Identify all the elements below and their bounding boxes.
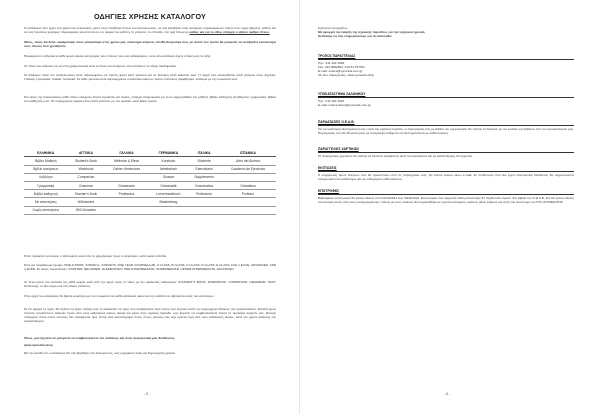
paragraph-4: Οι τίτλοι που ανήκουν σε έντυπη γραμματειακή είναι οι τίτλοι που ανήκουν στο επίπεδο ή σε τάξεις ακαδημαϊκές.: [24, 64, 178, 68]
section-line: E-mail: orders@symetria.com.gr: [318, 68, 363, 73]
table-row: [24, 157, 276, 165]
col-header: ΓΑΛΛΙΚΑ: [104, 150, 148, 157]
intro-line: θα θέλαμε να σας ενημερώσουμε για τα ακόλουθα:: [318, 34, 393, 38]
table-cell: Libro del Alumno: [220, 157, 276, 165]
table-row: [24, 181, 276, 189]
table-cell: Kursbuch: [149, 157, 188, 165]
section-heading: ΠΑΡΑΔΤΑΣΕΙΣ Ο.Ε.Α.Β.: [318, 120, 574, 126]
table-cell: Glossar: [149, 173, 188, 181]
col-header: ΙΤΑΛΙΚΑ: [188, 150, 220, 157]
section-text: Η ενημέρωση τιμών ελλήνων που θα προκύπτουν από τις παραγγελίες σας, θα γίνεται άμεσα μέσω e-mail. Σε περίπτωση που δεν έχετε ηλεκτρονική διεύθυνση θα ενημερώνεστε τηλεφωνικά από κατάστημα μας με ενδεχόμενη καθυστέρηση.: [318, 172, 574, 181]
table-cell: Companion: [68, 173, 105, 181]
table-cell: Student's Book: [68, 157, 105, 165]
table-header-row: [24, 150, 276, 157]
section-line: Fax: 212 0002694, 210 51 55 593: [318, 64, 365, 69]
col-header: ΓΕΡΜΑΝΙΚΑ: [149, 150, 188, 157]
table-cell: [220, 198, 276, 206]
paragraph-11: Σε ότι αφορά τις τιμές, θα πρέπει να έχετε υπόψη σας το ακόλουθο: Οι τιμές που αναφέρονται είναι αυτές που ισχύουν κατά την ημερομηνία έκδοσης του τιμοκαταλόγου. Επειδή όμως πάντοτε προκύπτουν αλλαγές τιμών από τους εκδοτικούς οίκους ακόμα και μέσα στην σχολική περίοδο, μην ξεχνάτε να συμβουλεύεστε πάντα το τιμολόγιο αγορών σας. Επίσης υπάρχουν τίτλοι στους οποίους δεν αναφέρεται τιμή. Αυτοί είναι κατανόγραμα τίτλοι, στους οποίους δεν είχε οριστεί τιμή από τους εκδοτικούς οίκους, κατά τον χρόνο έκδοσης του τιμοκαταλόγου.: [24, 307, 276, 323]
table-cell: Cuaderno de Ejercicios: [220, 165, 276, 173]
table-cell: Studente: [188, 157, 220, 165]
table-cell: Με απαντήσεις: [24, 198, 68, 206]
table-row: [24, 198, 276, 206]
table-cell: W/O Answers: [68, 206, 105, 214]
table-cell: [220, 206, 276, 214]
table-cell: Cahier d'exercices: [104, 165, 148, 173]
section-line: On line παραγγελίες: www.symetria.shop: [318, 72, 375, 77]
table-cell: Professore: [188, 190, 220, 198]
table-cell: Βιβλίο καθηγητή: [24, 190, 68, 198]
col-header: ΑΓΓΛΙΚΑ: [68, 150, 105, 157]
section-line: E-mail: orders.thess@symetria.com.gr: [318, 102, 371, 107]
section-heading: ΥΠΟΚΑΤΑΣΤΗΜΑ ΣΑΛΟΝΙΚΟΥ: [318, 92, 574, 98]
table-cell: Grammaire: [104, 181, 148, 189]
table-row: [24, 206, 276, 214]
section-stationery-orders: [318, 147, 574, 158]
section-discounts: [318, 166, 574, 181]
section-heading: ΤΡΟΠΟΣ ΠΑΡΑΓΓΕΛΙΑΣ: [318, 54, 574, 60]
table-cell: Eserciziario: [188, 165, 220, 173]
table-cell: [188, 206, 220, 214]
section-order-method: [318, 54, 574, 77]
table-cell: Arbeitsbuch: [149, 165, 188, 173]
paragraph-10: Στην αρχή του καταλόγου θα βρείτε ευρετήριο με την ονομασία του κάθε εκδοτικού οίκου και την σελίδα που βρίσκεται εντός του καταλόγου.: [24, 294, 215, 298]
section-oedb-orders: [318, 120, 574, 135]
table-cell: [220, 173, 276, 181]
col-header: ΕΛΛΗΝΙΚΑ: [24, 150, 68, 157]
intro-text-emphasis: καθώς και για το είδος υπάρχει ο αύξων αριθμό τίτλου.: [189, 30, 270, 34]
table-cell: Bearbeitung: [149, 198, 188, 206]
table-row: [24, 190, 276, 198]
table-cell: [188, 198, 220, 206]
table-cell: Βιβλίο ασκήσεων: [24, 165, 68, 173]
language-table: [24, 150, 276, 215]
table-cell: Méthode & Elève: [104, 157, 148, 165]
paragraph-13: Με την ελπίδα ότι ο κατάλογος θα σας βοηθήσει στη δουλειά σας, σας ευχόμαστε καλή και δημιουργική χρονιά.: [24, 351, 176, 355]
table-row: [24, 173, 276, 181]
table-cell: [104, 198, 148, 206]
section-line: Τηλ.: 211 104 1900: [318, 60, 345, 65]
table-cell: [104, 206, 148, 214]
right-intro: [318, 26, 574, 38]
page-number: - 5 -: [144, 392, 151, 396]
table-cell: Workbook: [68, 165, 105, 173]
table-cell: [104, 173, 148, 181]
table-cell: Γραμματική: [24, 181, 68, 189]
section-heading: ΠΑΡΑΓΓΕΛΙΕΣ ΧΑΡΤΙΚΩΝ: [318, 147, 574, 153]
intro-line: Με αφορμή την έναρξη της σχολικής περιόδου, για την τρέχουσα χρονιά,: [318, 30, 426, 34]
paragraph-3: Προκειμένου να βρίσκετε κάθε φορά εύκολα κατηγορίες τους τίτλους που σας ενδιαφέρουν, όσοι απο κατάλογο έχετε υπόψη σας τα εξής:: [24, 54, 212, 58]
section-text: Οι παραγγελίες χαρτικών θα πρέπει να δίνονται ανεξάρτητα κατά προτεραιότητα και με καθυστέρηση θα έρχονται.: [318, 153, 473, 158]
table-cell: Grammatica: [188, 181, 220, 189]
table-cell: Profesor: [220, 190, 276, 198]
paragraph-12: Τέλος, μην ξεχνάτε ότι μπορείτε να συμβουλεύεστε τον κατάλογο και στην ηλεκτρονική μας διεύθυνση:: [24, 336, 175, 340]
section-text: Για την καλύτερη εξυπηρέτησή σας, κατά την σχολική περίοδο, οι παραγγελίες σας με βιβλία του ημερολογίου θα πρέπει να δίνονται με τον κωδικό των βιβλίων αντί του τιμοκαταλόγου μας. Παραγγελίες που θα δίνονται μόνο με περιγραφή ενδέχεται να εξυπηρετούνται με καθυστέρηση.: [318, 126, 574, 135]
paragraph-8: Έτσι για παράδειγμα έχουμε: PRE-JUNIOR, JUNIOR A, JUNIOR B, ONE YEAR COURSE(A+B), A CLASS, B CLASS, C CLASS, D CLASS, E CLASS, FCE ή ECCE, ADVANCED, CPE ή ECPE. Σε άλλες περιπτώσεις: STARTER, BEGINNER, ELEMENTARY, PRE-INTERMEDIATE, INTERMEDIATE, UPPER-INTERMEDIATE, ADVANCED.: [24, 263, 276, 271]
table-cell: W/Answers: [68, 198, 105, 206]
table-cell: Gramática: [220, 181, 276, 189]
table-cell: Χωρίς απαντήσεις: [24, 206, 68, 214]
page-title: ΟΔΗΓΙΕΣ ΧΡΗΣΗΣ ΚΑΤΑΛΟΓΟΥ: [93, 12, 207, 21]
section-thessaloniki-branch: [318, 92, 574, 107]
greeting: Αγαπητοί συνεργάτες: [318, 26, 348, 30]
paragraph-6: Στο τέλος της παρουσίασης κάθε τίτλου, ελαφρώς έπειτα πρόκειται για σειρές, υπάρχει πληροφορία για τα σε αφορά βιβλίο του μαθητή, βιβλίο καθηγητή, βοηθήματα, γραμματική, βιβλίο του καθηγητή κ.λπ. Τα περιεχόμενα αφορά όπως κατά γλώσσα, με τον οικιλικό, κατά βάση τρόπο:: [24, 95, 276, 103]
table-cell: Teacher's Book: [68, 190, 105, 198]
intro-paragraph: [24, 26, 276, 34]
paragraph-9: Οι τίτλοι μέσα στο επίπεδο της κάθε σειράς είναι από την αρχή προς το τέλος με την ακόλουθη ταξινόμηση: STUDENT'S BOOK, WORKBOOK, COMPANION, GRAMMAR, TEST. Αντίστοιχα, το ίδιο ισχύει και στις άλλες γλώσσες.: [24, 280, 276, 288]
section-heading: ΕΚΠΤΩΣΕΙΣ: [318, 166, 574, 172]
paragraph-5: Οι διάφοροι τίτλοι του ξενόγλωσσου είναι ταξινομημένοι σε πρώτη φάση κατά γλώσσα και σε δεύτερη κατά εκδοτικό οίκο. Η σειρά που ακολουθείται κατά γλώσσα είναι: Αγγλικά, Γαλλικά, Γερμανικά, Ιταλικά, Ισπανικά. Σε κάθε γλώσσα είναι ταξινομημένοι οι εκδοτικοί οίκοι με τρόπο αποτελώς αλφαβητικό, ανάλογα με την ονομασία τους.: [24, 73, 276, 81]
table-cell: Lehrerhandbuch: [149, 190, 188, 198]
intro-text: Ο κατάλογος που έχετε στα χέρια σας ενελικτικός, μέσα στην πληθώρα τίτλων του ξενόγλωσσου, να σας βοηθήσει στην ανεύρεση συγκεκριμένων τίτλων που τυχόν ψάχνετε, καθώς και να σας προτείνει χρήσιμες πληροφορίες και απαντά σε ό,τι αφορά τον εκδότη, τη γλώσσα, το επίπεδο, την τιμή τίτλων με: [24, 26, 276, 34]
section-line: Τηλ.: 211 104 1910: [318, 98, 345, 103]
table-cell: Supplemento: [188, 173, 220, 181]
table-cell: Professeur: [104, 190, 148, 198]
col-header: ΙΣΠΑΝΙΚΑ: [220, 150, 276, 157]
page-number: - 6 -: [444, 392, 451, 396]
highlight-paragraph: Φέτος, όπως θα δείτε, αφαιρέσαμε όσον μπορέσαμε στον χρόνο μας ολόκληρα κείμενα, επειδή θεωρούμε πως με αυτόν τον τρόπο θα μπορείτε να αναζητάτε ευκολότερα τους τίτλους που χρειάζεστε.: [24, 40, 276, 48]
section-text: Βιβλιόφιλος επιστροφές θα γίνουν δεκτές από 01/11/2021 έως 30/11/2021. Επιστροφές που αφορούν λάθη αποστολής θα δεχθούνται άμεσα. Στα βιβλία του Ο.Ε.Δ.Β. δεν θα γίνουν δεκτές επιστροφές αυτές από τους καταχωρημένους τίτλους με τους οποίους θα ενημερώθηκε με σχετική απόφαση, αφέσεις μόλις λήψεως και αυτή την αντίστοιχη του ΠΥΚ ΑΠΟΦΑΝΤΟΣ.: [318, 195, 574, 204]
section-returns: [318, 189, 574, 204]
table-cell: Grammar: [68, 181, 105, 189]
section-heading: ΕΠΙΣΤΡΟΦΕΣ: [318, 189, 574, 195]
table-cell: Βιβλίο Μαθητή: [24, 157, 68, 165]
table-cell: Grammatik: [149, 181, 188, 189]
table-row: [24, 165, 276, 173]
website-link[interactable]: www.symetria.shop: [24, 343, 53, 347]
table-cell: [149, 206, 188, 214]
table-cell: Λεξιλόγιο: [24, 173, 68, 181]
paragraph-7: Όταν πρόκειται για σειρές ο ταξινόμηση είναι από τη χαμηλότερο προς το ψηλότερο, κατά σειρά επιπέδο.: [24, 254, 168, 258]
